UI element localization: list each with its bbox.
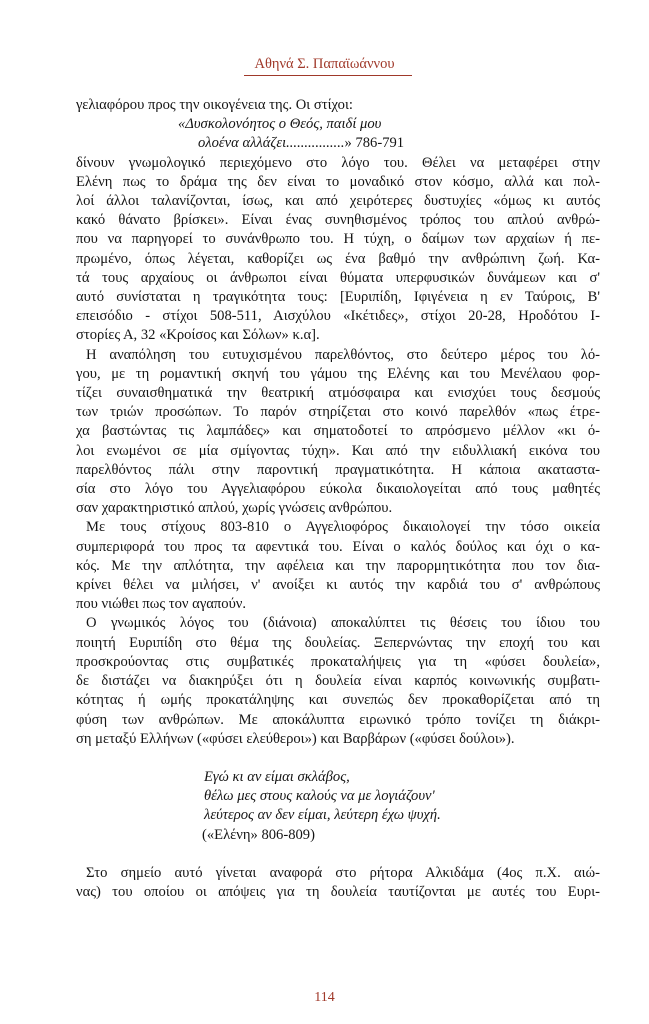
text-line: επεισόδιο - στίχοι 508-511, Αισχύλου «Ικέτιδες», στίχοι 20-28, Ηροδότου Ι- <box>76 308 600 325</box>
text-line: που νιώθει πως τον αγαπούν. <box>76 596 247 613</box>
page-body <box>76 96 600 902</box>
quote-line <box>76 134 600 153</box>
text-line: κότητας ή ωμής προκατάληψης και συνεπώς δεν προκαθορίζεται από τη <box>76 692 600 709</box>
text-line: Στο σημείο αυτό γίνεται αναφορά στο ρήτορα Αλκιδάμα (4ος π.Χ. αιώ- <box>86 864 600 881</box>
text-line: δίνουν γνωμολογικό περιεχόμενο στο λόγο του. Θέλει να μεταφέρει στην <box>76 154 600 171</box>
text-line: κός. Με την απλότητα, την αφέλεια και την παρορμητικότητα που τον δια- <box>76 557 600 574</box>
text-line: τά τους αρχαίους οι άνθρωποι είναι θύματα υπερφυσικών δυνάμεων και σ' <box>76 269 600 286</box>
text-line: Με τους στίχους 803-810 ο Αγγελιοφόρος δικαιολογεί την τόσο οικεία <box>86 519 600 536</box>
text-line: φύση των ανθρώπων. Με αποκάλυπτα ειρωνικό τρόπο τονίζει τη διάκρι- <box>76 711 600 728</box>
text-line: χα βαστώντας τις λαμπάδες» και σηματοδοτεί το απρόσμενο μέλλον «κι ό- <box>76 423 600 440</box>
text-line: κακό θάνατο βρίσκει». Είναι ένας συνηθισμένος τρόπος του απλού ανθρώ- <box>76 212 600 229</box>
spacer <box>76 749 600 768</box>
text-line: προσκρούοντας στις συμβατικές προκαταλήψεις για τη «φύσει δουλεία», <box>76 653 600 670</box>
text-line: νας) του οποίου οι απόψεις για τη δουλεία ταυτίζονται με αυτές του Ευρι- <box>76 883 600 900</box>
page-number: 114 <box>314 990 335 1005</box>
text-line: σία στο λόγο του Αγγελιαφόρου εύκολα δικαιολογείται από τους μαθητές <box>76 481 600 498</box>
spacer <box>76 845 600 864</box>
text-line: τίζει συναισθηματικά την θεατρική ατμόσφαιρα και ενισχύει τους δεσμούς <box>76 385 600 402</box>
text-line: στορίες Α, 32 «Κροίσος και Σόλων» κ.α]. <box>76 327 320 344</box>
poem-line: λεύτερος αν δεν είμαι, λεύτερη έχω ψυχή. <box>204 807 441 824</box>
text-line: Ελένη πως το δράμα της δεν είναι το μοναδικό στον κόσμο, αλλά και πολ- <box>76 173 600 190</box>
poem-reference: («Ελένη» 806-809) <box>202 826 315 843</box>
poem-line: Εγώ κι αν είμαι σκλάβος, <box>204 768 350 785</box>
quote-text: ολοένα αλλάζει................ <box>198 135 345 152</box>
running-header: Αθηνά Σ. Παπαϊωάννου <box>254 56 395 72</box>
text-line: που να παρηγορεί το συνάνθρωπο του. Η τύχη, ο δαίμων των αρχαίων ή πε- <box>76 231 600 248</box>
text-line: πρωμένο, όπως λέγεται, καθορίζει ως ένα βαθμό την ανθρώπινη ζωή. Κα- <box>76 250 600 267</box>
verse-reference: » 786-791 <box>344 135 405 152</box>
text-line: γου, με τη ρομαντική σκηνή του γάμου της Ελένης και του Μενέλαου φορ- <box>76 365 600 382</box>
text-line: αυτό συνίσταται η τραγικότητα τους: [Ευριπίδη, Ιφιγένεια η εν Ταύροις, Β' <box>76 289 600 306</box>
text-line: παρελθόντος πάλι στην παροντική πραγματικότητα. Η κάποια ακαταστα- <box>76 461 600 478</box>
text-line: των τριών προσώπων. Το παρόν στηρίζεται στο κοινό παρελθόν «πως έτρε- <box>76 404 600 421</box>
text-line: Η αναπόληση του ευτυχισμένου παρελθόντος, στο δεύτερο μέρος του λό- <box>86 346 600 363</box>
text-line: συμπεριφορά του προς τα αφεντικά του. Είναι ο καλός δούλος και όχι ο κα- <box>76 538 600 555</box>
header-underline <box>244 75 412 76</box>
text-line: σαν χαρακτηριστικό απλού, χωρίς γνώσεις ανθρώπου. <box>76 500 393 517</box>
text-line: λοι ενωμένοι σε μία σμίγοντας τύχη». Και από την ειδυλλιακή εικόνα του <box>76 442 600 459</box>
text-line: Ο γνωμικός λόγος του (διάνοια) αποκαλύπτει τις θέσεις του ίδιου του <box>86 615 600 632</box>
poem-line: θέλω μες στους καλούς να με λογιάζουν' <box>204 788 435 805</box>
text-line: λοί άλλοι ταλανίζονται, ίσως, και από χειρότερες δυστυχίες «όμως κι αυτός <box>76 193 600 210</box>
text-line: δε διστάζει να διακηρύξει ότι η δουλεία είναι καρπός κοινωνικής συμβατι- <box>76 673 600 690</box>
text-line: γελιαφόρου προς την οικογένεια της. Οι στίχοι: <box>76 97 353 113</box>
text-line: κρίνει θέλει να μιλήσει, ν' ανοίξει κι αυτός την καρδιά του σ' ανθρώπους <box>76 577 600 594</box>
text-line: ση μεταξύ Ελλήνων («φύσει ελεύθεροι») και Βαρβάρων («φύσει δούλοι»). <box>76 730 515 747</box>
quote-line: «Δυσκολονόητος ο Θεός, παιδί μου <box>178 116 382 133</box>
text-line: ποιητή Ευριπίδη στο θέμα της δουλείας. Ξεπερνώντας την εποχή του και <box>76 634 600 651</box>
